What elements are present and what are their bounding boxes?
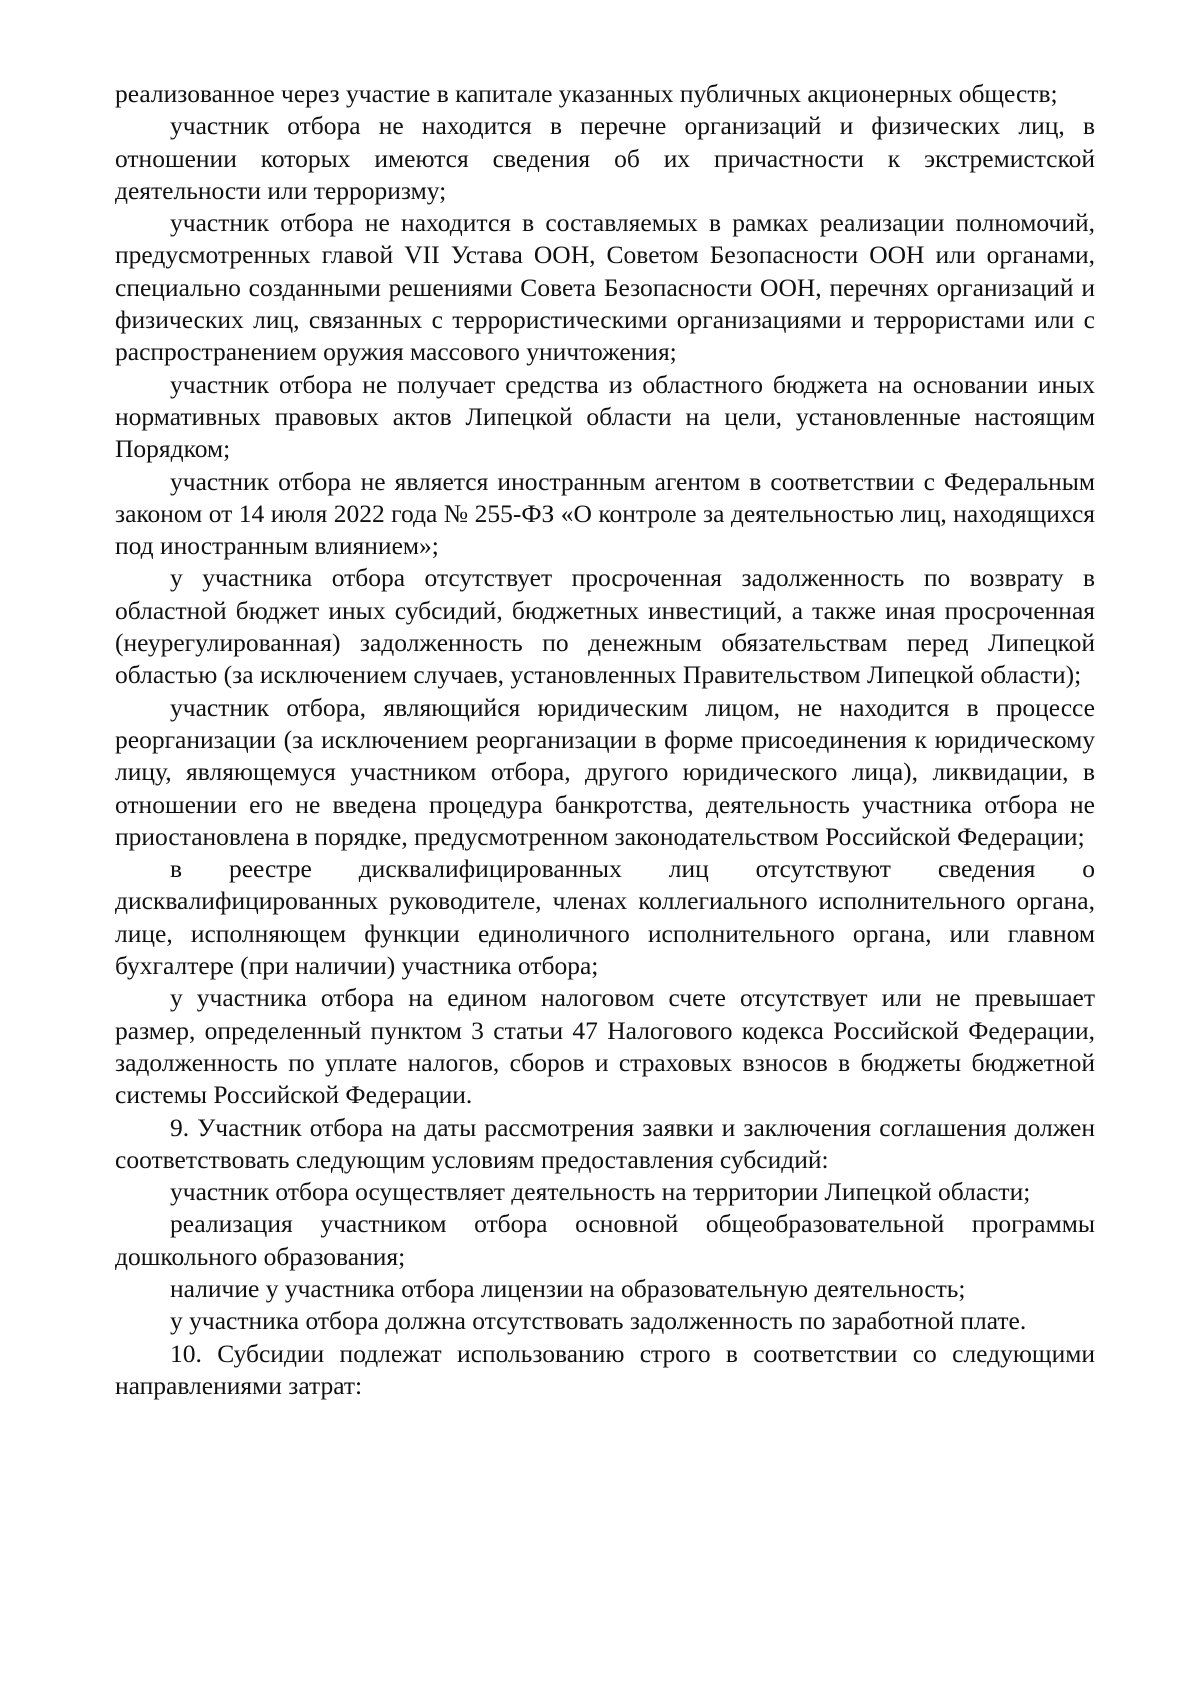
paragraph: наличие у участника отбора лицензии на образовательную деятельность; — [170, 1273, 966, 1303]
paragraph: участник отбора не находится в составляемых в рамках реализации полномочий, предусмотренных главой VII Устава ООН, Советом Безопасности ООН или органами, специально созданными решениями Совета Безопасности ООН, перечнях организаций и физических лиц, связанных с террористическими организациями и террористами или с распространением оружия массового уничтожения; — [115, 208, 1095, 367]
paragraph: в реестре дисквалифицированных лиц отсутствуют сведения о дисквалифицированных руководителе, членах коллегиального исполнительного органа, лице, исполняющем функции единоличного исполнительного органа, или главном бухгалтере (при наличии) участника отбора; — [115, 854, 1095, 981]
paragraph: участник отбора, являющийся юридическим лицом, не находится в процессе реорганизации (за исключением реорганизации в форме присоединения к юридическому лицу, являющемуся участником отбора, другого юридического лица), ликвидации, в отношении его не введена процедура банкротства, деятельность участника отбора не приостановлена в порядке, предусмотренном законодательством Российской Федерации; — [115, 692, 1095, 851]
section-paragraph-10: 10. Субсидии подлежат использованию строго в соответствии со следующими направлениями затрат: — [115, 1338, 1095, 1400]
paragraph: участник отбора не находится в перечне организаций и физических лиц, в отношении которых имеются сведения об их причастности к экстремистской деятельности или терроризму; — [115, 111, 1095, 205]
paragraph: у участника отбора должна отсутствовать задолженность по заработной плате. — [170, 1306, 1027, 1336]
paragraph: у участника отбора на едином налоговом счете отсутствует или не превышает размер, определенный пунктом 3 статьи 47 Налогового кодекса Российской Федерации, задолженность по уплате налогов, сборов и страховых взносов в бюджеты бюджетной системы Российской Федерации. — [115, 983, 1095, 1110]
paragraph: участник отбора не получает средства из областного бюджета на основании иных нормативных правовых актов Липецкой области на цели, установленные настоящим Порядком; — [115, 369, 1095, 464]
paragraph: реализация участником отбора основной общеобразовательной программы дошкольного образования; — [115, 1209, 1095, 1271]
document-body — [115, 78, 1095, 1402]
paragraph: участник отбора не является иностранным агентом в соответствии с Федеральным законом от 14 июля 2022 года № 255-ФЗ «О контроле за деятельностью лиц, находящихся под иностранным влиянием»; — [115, 466, 1095, 561]
section-paragraph-9: 9. Участник отбора на даты рассмотрения заявки и заключения соглашения должен соответствовать следующим условиям предоставления субсидий: — [115, 1112, 1095, 1174]
paragraph: у участника отбора отсутствует просроченная задолженность по возврату в областной бюджет иных субсидий, бюджетных инвестиций, а также иная просроченная (неурегулированная) задолженность по денежным обязательствам перед Липецкой областью (за исключением случаев, установленных Правительством Липецкой области); — [115, 563, 1095, 690]
paragraph: участник отбора осуществляет деятельность на территории Липецкой области; — [170, 1177, 1031, 1207]
paragraph: реализованное через участие в капитале указанных публичных акционерных обществ; — [115, 79, 1058, 108]
